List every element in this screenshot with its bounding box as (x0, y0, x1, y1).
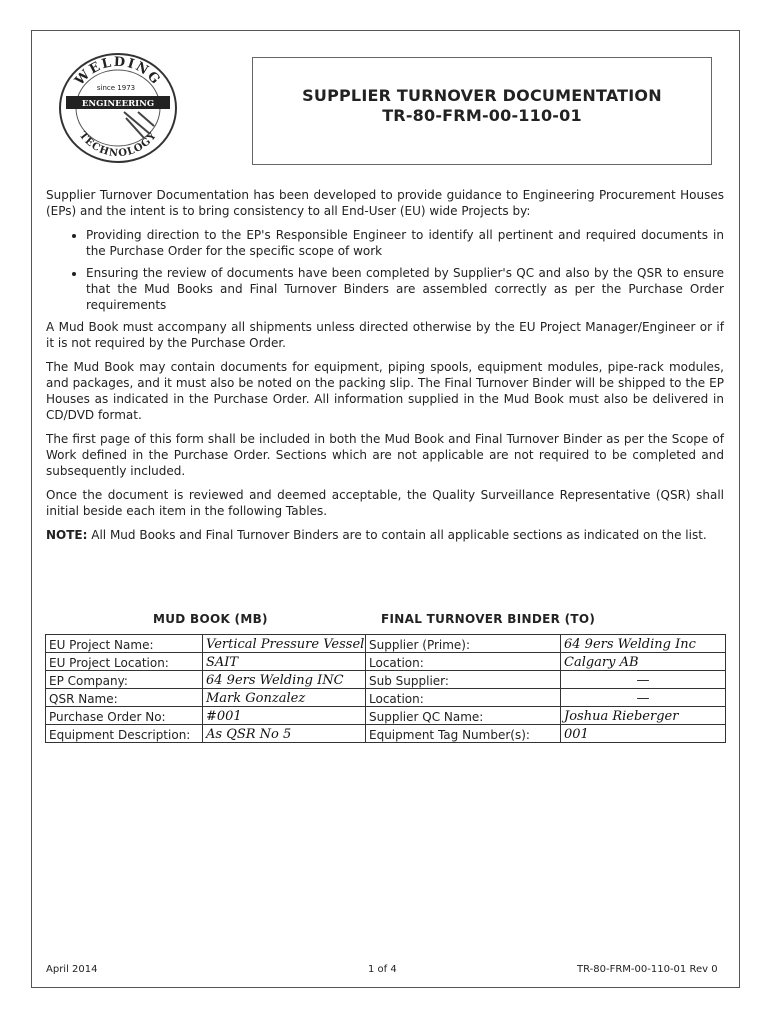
label-supplier-location: Location: (366, 653, 561, 671)
intro-paragraph: Supplier Turnover Documentation has been developed to provide guidance to Engineering Procurement Houses (EPs) and the intent is to bring consistency to all End-User (EU) wide Projects by: (46, 188, 724, 218)
table-row (46, 653, 726, 671)
label-sub-supplier-location: Location: (366, 689, 561, 707)
welding-engineering-logo (52, 48, 184, 166)
field-ep-company[interactable]: 64 9ers Welding INC (203, 671, 366, 689)
label-eu-project-name: EU Project Name: (46, 635, 203, 653)
paragraph-first-page: The first page of this form shall be included in both the Mud Book and Final Turnover Binder as per the Scope of Work defined in the Purchase Order. Sections which are not applicable are not required to be completed and subsequently included. (46, 432, 724, 478)
logo-middle-text: ENGINEERING (81, 99, 155, 109)
field-supplier-prime[interactable]: 64 9ers Welding Inc (561, 635, 726, 653)
field-supplier-qc-name[interactable]: Joshua Rieberger (561, 707, 726, 725)
field-eu-project-name[interactable]: Vertical Pressure Vessel (203, 635, 366, 653)
field-equipment-tag-numbers[interactable]: 001 (561, 725, 726, 743)
field-equipment-description[interactable]: As QSR No 5 (203, 725, 366, 743)
note-label: NOTE: (46, 528, 88, 542)
label-ep-company: EP Company: (46, 671, 203, 689)
logo-bottom-text: TECHNOLOGY (76, 130, 160, 160)
label-equipment-description: Equipment Description: (46, 725, 203, 743)
field-eu-project-location[interactable]: SAIT (203, 653, 366, 671)
field-sub-supplier[interactable]: — (561, 671, 726, 689)
field-sub-supplier-location[interactable]: — (561, 689, 726, 707)
body-text (46, 187, 724, 551)
label-sub-supplier: Sub Supplier: (366, 671, 561, 689)
title-box (252, 57, 712, 165)
paragraph-review: Once the document is reviewed and deemed acceptable, the Quality Surveillance Representative (QSR) shall initial beside each item in the following Tables. (46, 488, 724, 518)
footer-document-number: TR-80-FRM-00-110-01 Rev 0 (577, 964, 718, 975)
bullet-item: • Ensuring the review of documents have been completed by Supplier's QC and also by the QSR to ensure that the Mud Books and Final Turnover Binders are assembled correctly as per the Purchase Order requirements (86, 265, 724, 313)
bullet-item: • Providing direction to the EP's Responsible Engineer to identify all pertinent and required documents in the Purchase Order for the specific scope of work (86, 227, 724, 259)
paragraph-mud-book-contents: The Mud Book may contain documents for equipment, piping spools, equipment modules, pipe-rack modules, and packages, and it must also be noted on the packing slip. The Final Turnover Binder will be shipped to the EP Houses as indicated in the Purchase Order. All information supplied in the Mud Book must also be delivered in CD/DVD format. (46, 360, 724, 422)
table-row (46, 671, 726, 689)
table-row (46, 635, 726, 653)
table-row (46, 707, 726, 725)
label-equipment-tag-numbers: Equipment Tag Number(s): (366, 725, 561, 743)
logo-since-text: since 1973 (96, 84, 136, 92)
footer-date: April 2014 (46, 964, 98, 975)
paragraph-mud-book: A Mud Book must accompany all shipments unless directed otherwise by the EU Project Manager/Engineer or if it is not required by the Purchase Order. (46, 320, 724, 350)
footer-page-number: 1 of 4 (368, 964, 397, 975)
note-text: All Mud Books and Final Turnover Binders are to contain all applicable sections as indicated on the list. (87, 528, 707, 542)
document-title (253, 86, 711, 126)
mud-book-header: MUD BOOK (MB) (153, 612, 268, 626)
table-row (46, 725, 726, 743)
logo-top-text: WELDING (72, 54, 164, 89)
field-qsr-name[interactable]: Mark Gonzalez (203, 689, 366, 707)
turnover-binder-header: FINAL TURNOVER BINDER (TO) (381, 612, 596, 626)
label-purchase-order-no: Purchase Order No: (46, 707, 203, 725)
label-supplier-qc-name: Supplier QC Name: (366, 707, 561, 725)
title-line-1: SUPPLIER TURNOVER DOCUMENTATION (302, 86, 662, 105)
field-supplier-location[interactable]: Calgary AB (561, 653, 726, 671)
label-qsr-name: QSR Name: (46, 689, 203, 707)
title-line-2: TR-80-FRM-00-110-01 (382, 106, 582, 125)
project-info-table (45, 634, 726, 743)
bullet-list (46, 227, 724, 313)
label-eu-project-location: EU Project Location: (46, 653, 203, 671)
label-supplier-prime: Supplier (Prime): (366, 635, 561, 653)
field-purchase-order-no[interactable]: #001 (203, 707, 366, 725)
table-row (46, 689, 726, 707)
note-paragraph (46, 527, 724, 543)
